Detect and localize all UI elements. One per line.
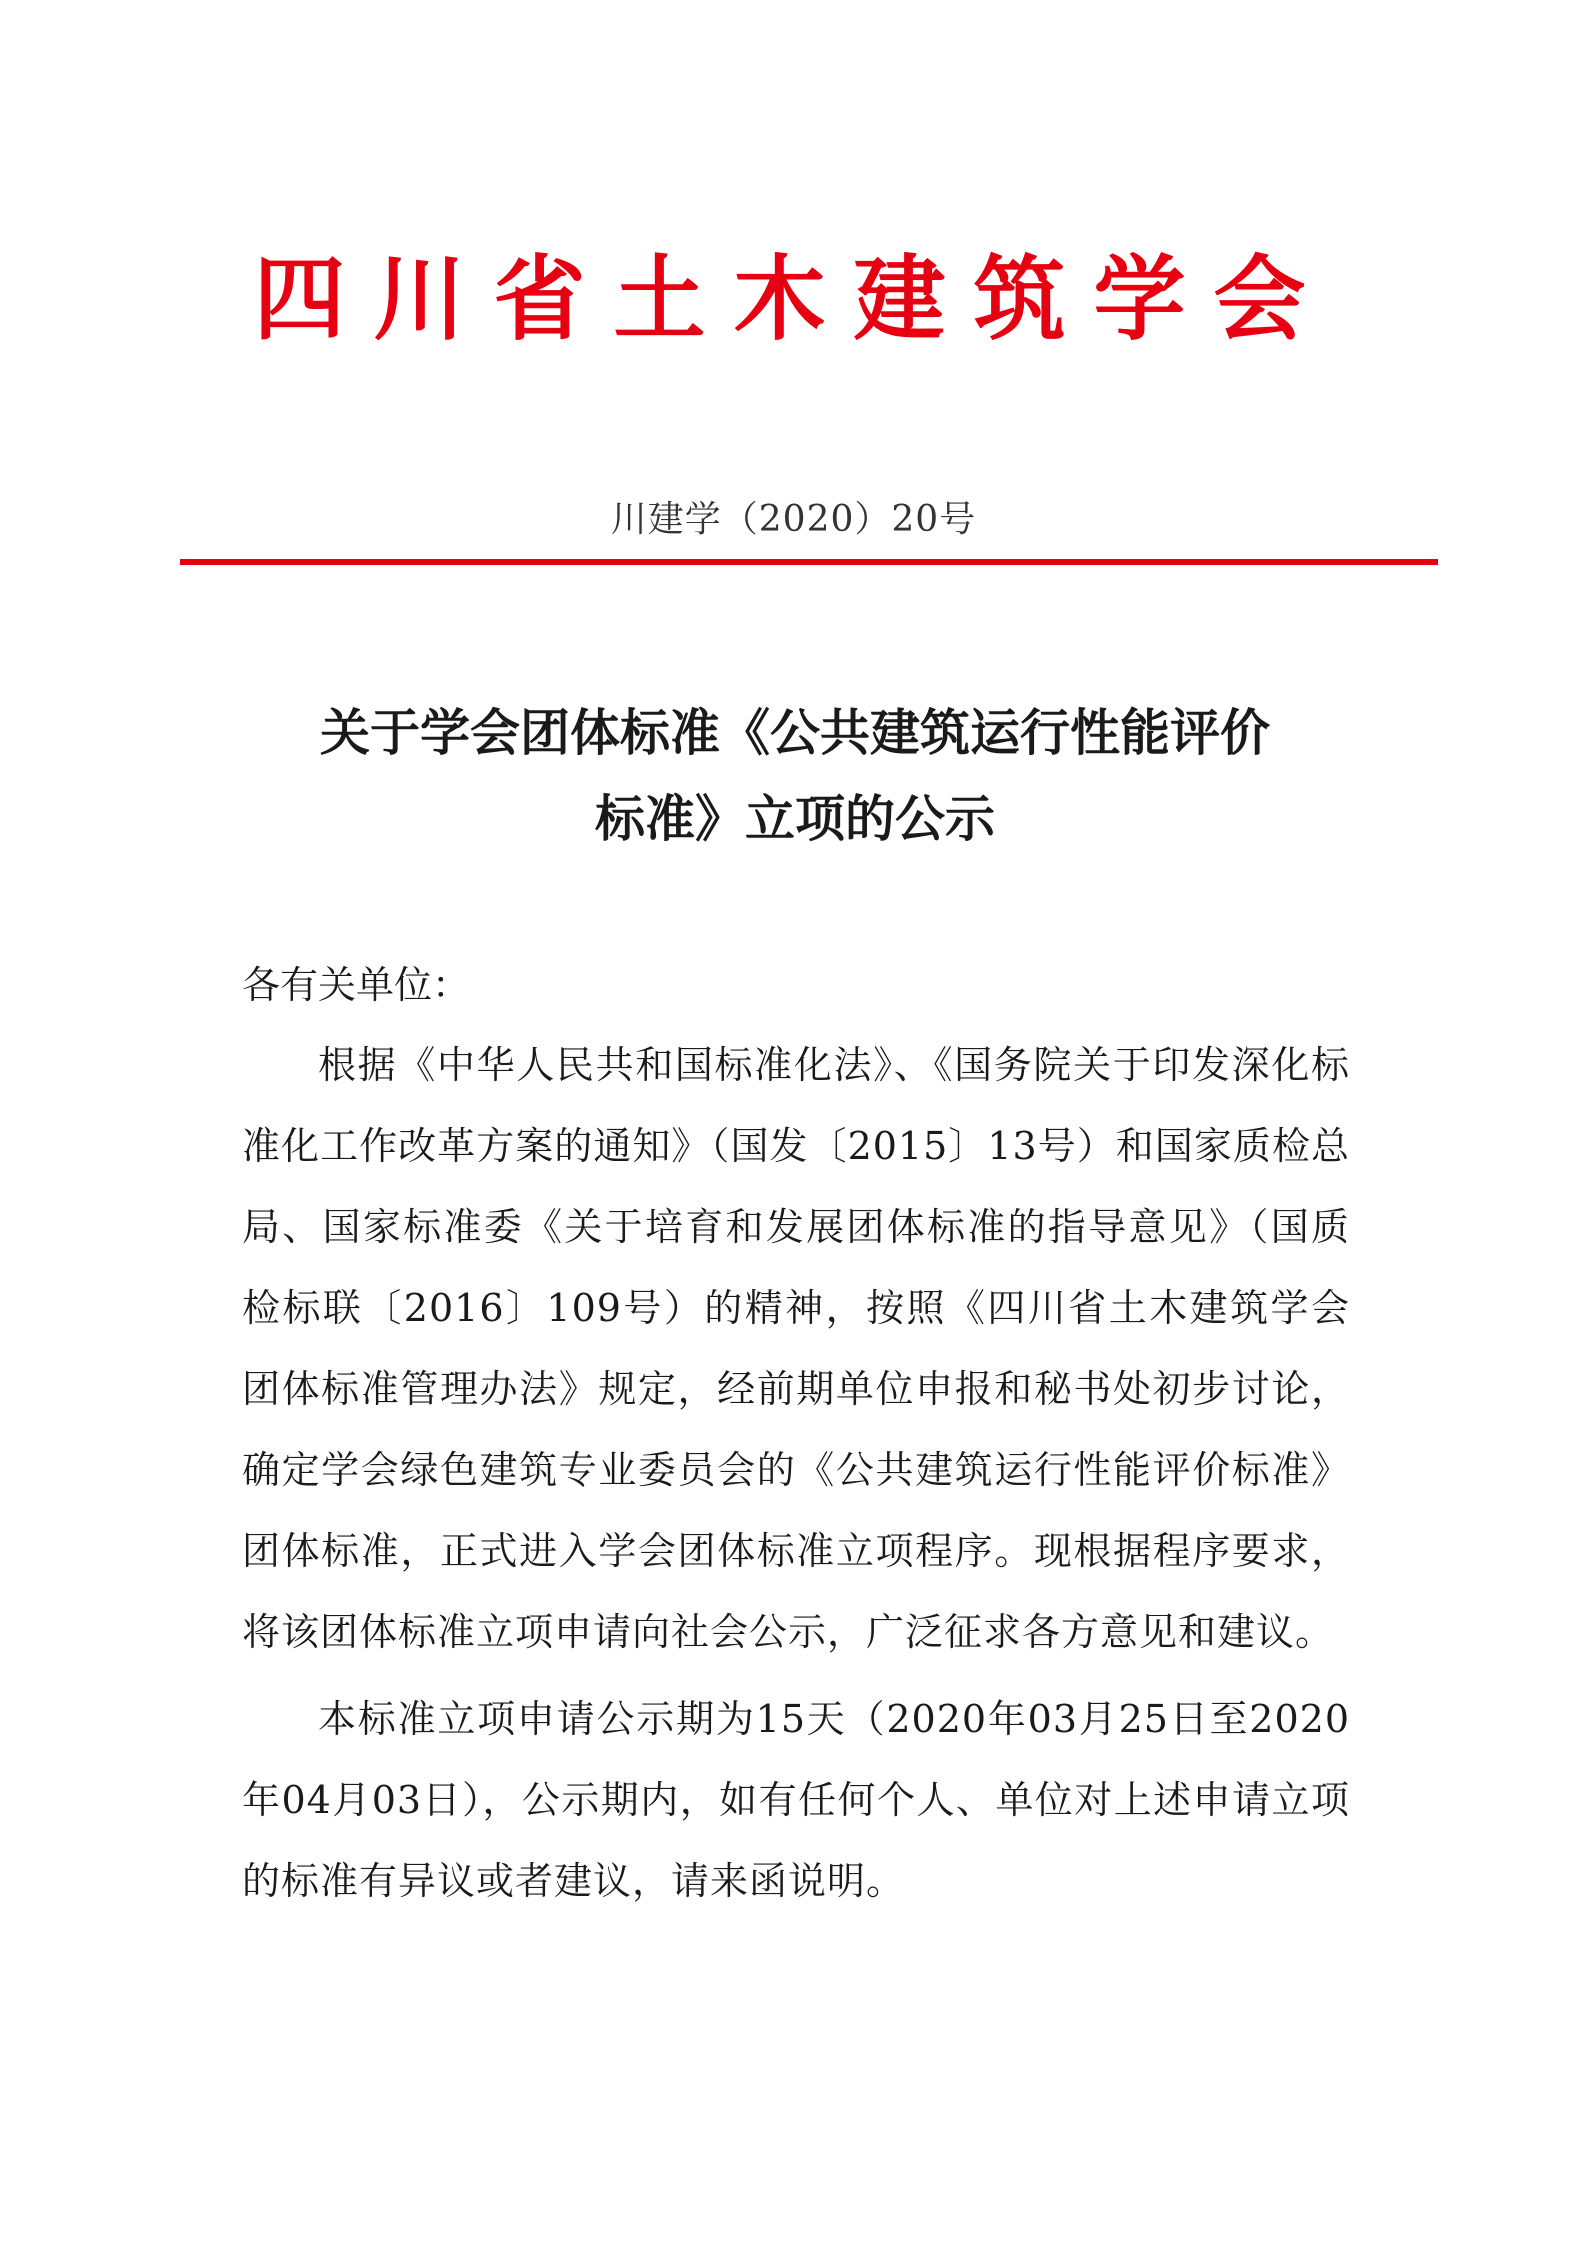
salutation: 各有关单位： [242, 963, 471, 1007]
notice-body [242, 1025, 1350, 1922]
red-divider-line [180, 559, 1438, 565]
document-number: 川建学（2020）20号 [610, 499, 977, 540]
body-paragraph: 本标准立项申请公示期为15天（2020年03月25日至2020年04月03日），公示期内，如有任何个人、单位对上述申请立项的标准有异议或者建议，请来函说明。 [242, 1697, 1350, 1903]
notice-title-line-1: 关于学会团体标准《公共建筑运行性能评价 [320, 704, 1270, 762]
notice-title [240, 690, 1350, 862]
notice-title-line-2: 标准》立项的公示 [595, 790, 995, 848]
body-paragraph: 根据《中华人民共和国标准化法》、《国务院关于印发深化标准化工作改革方案的通知》（国发〔2015〕13号）和国家质检总局、国家标准委《关于培育和发展团体标准的指导意见》（国质检标联〔2016〕109号）的精神，按照《四川省土木建筑学会团体标准管理办法》规定，经前期单位申报和秘书处初步讨论，确定学会绿色建筑专业委员会的《公共建筑运行性能评价标准》团体标准，正式进入学会团体标准立项程序。现根据程序要求，将该团体标准立项申请向社会公示，广泛征求各方意见和建议。 [242, 1043, 1350, 1654]
organization-header: 四川省土木建筑学会 [253, 246, 1334, 353]
